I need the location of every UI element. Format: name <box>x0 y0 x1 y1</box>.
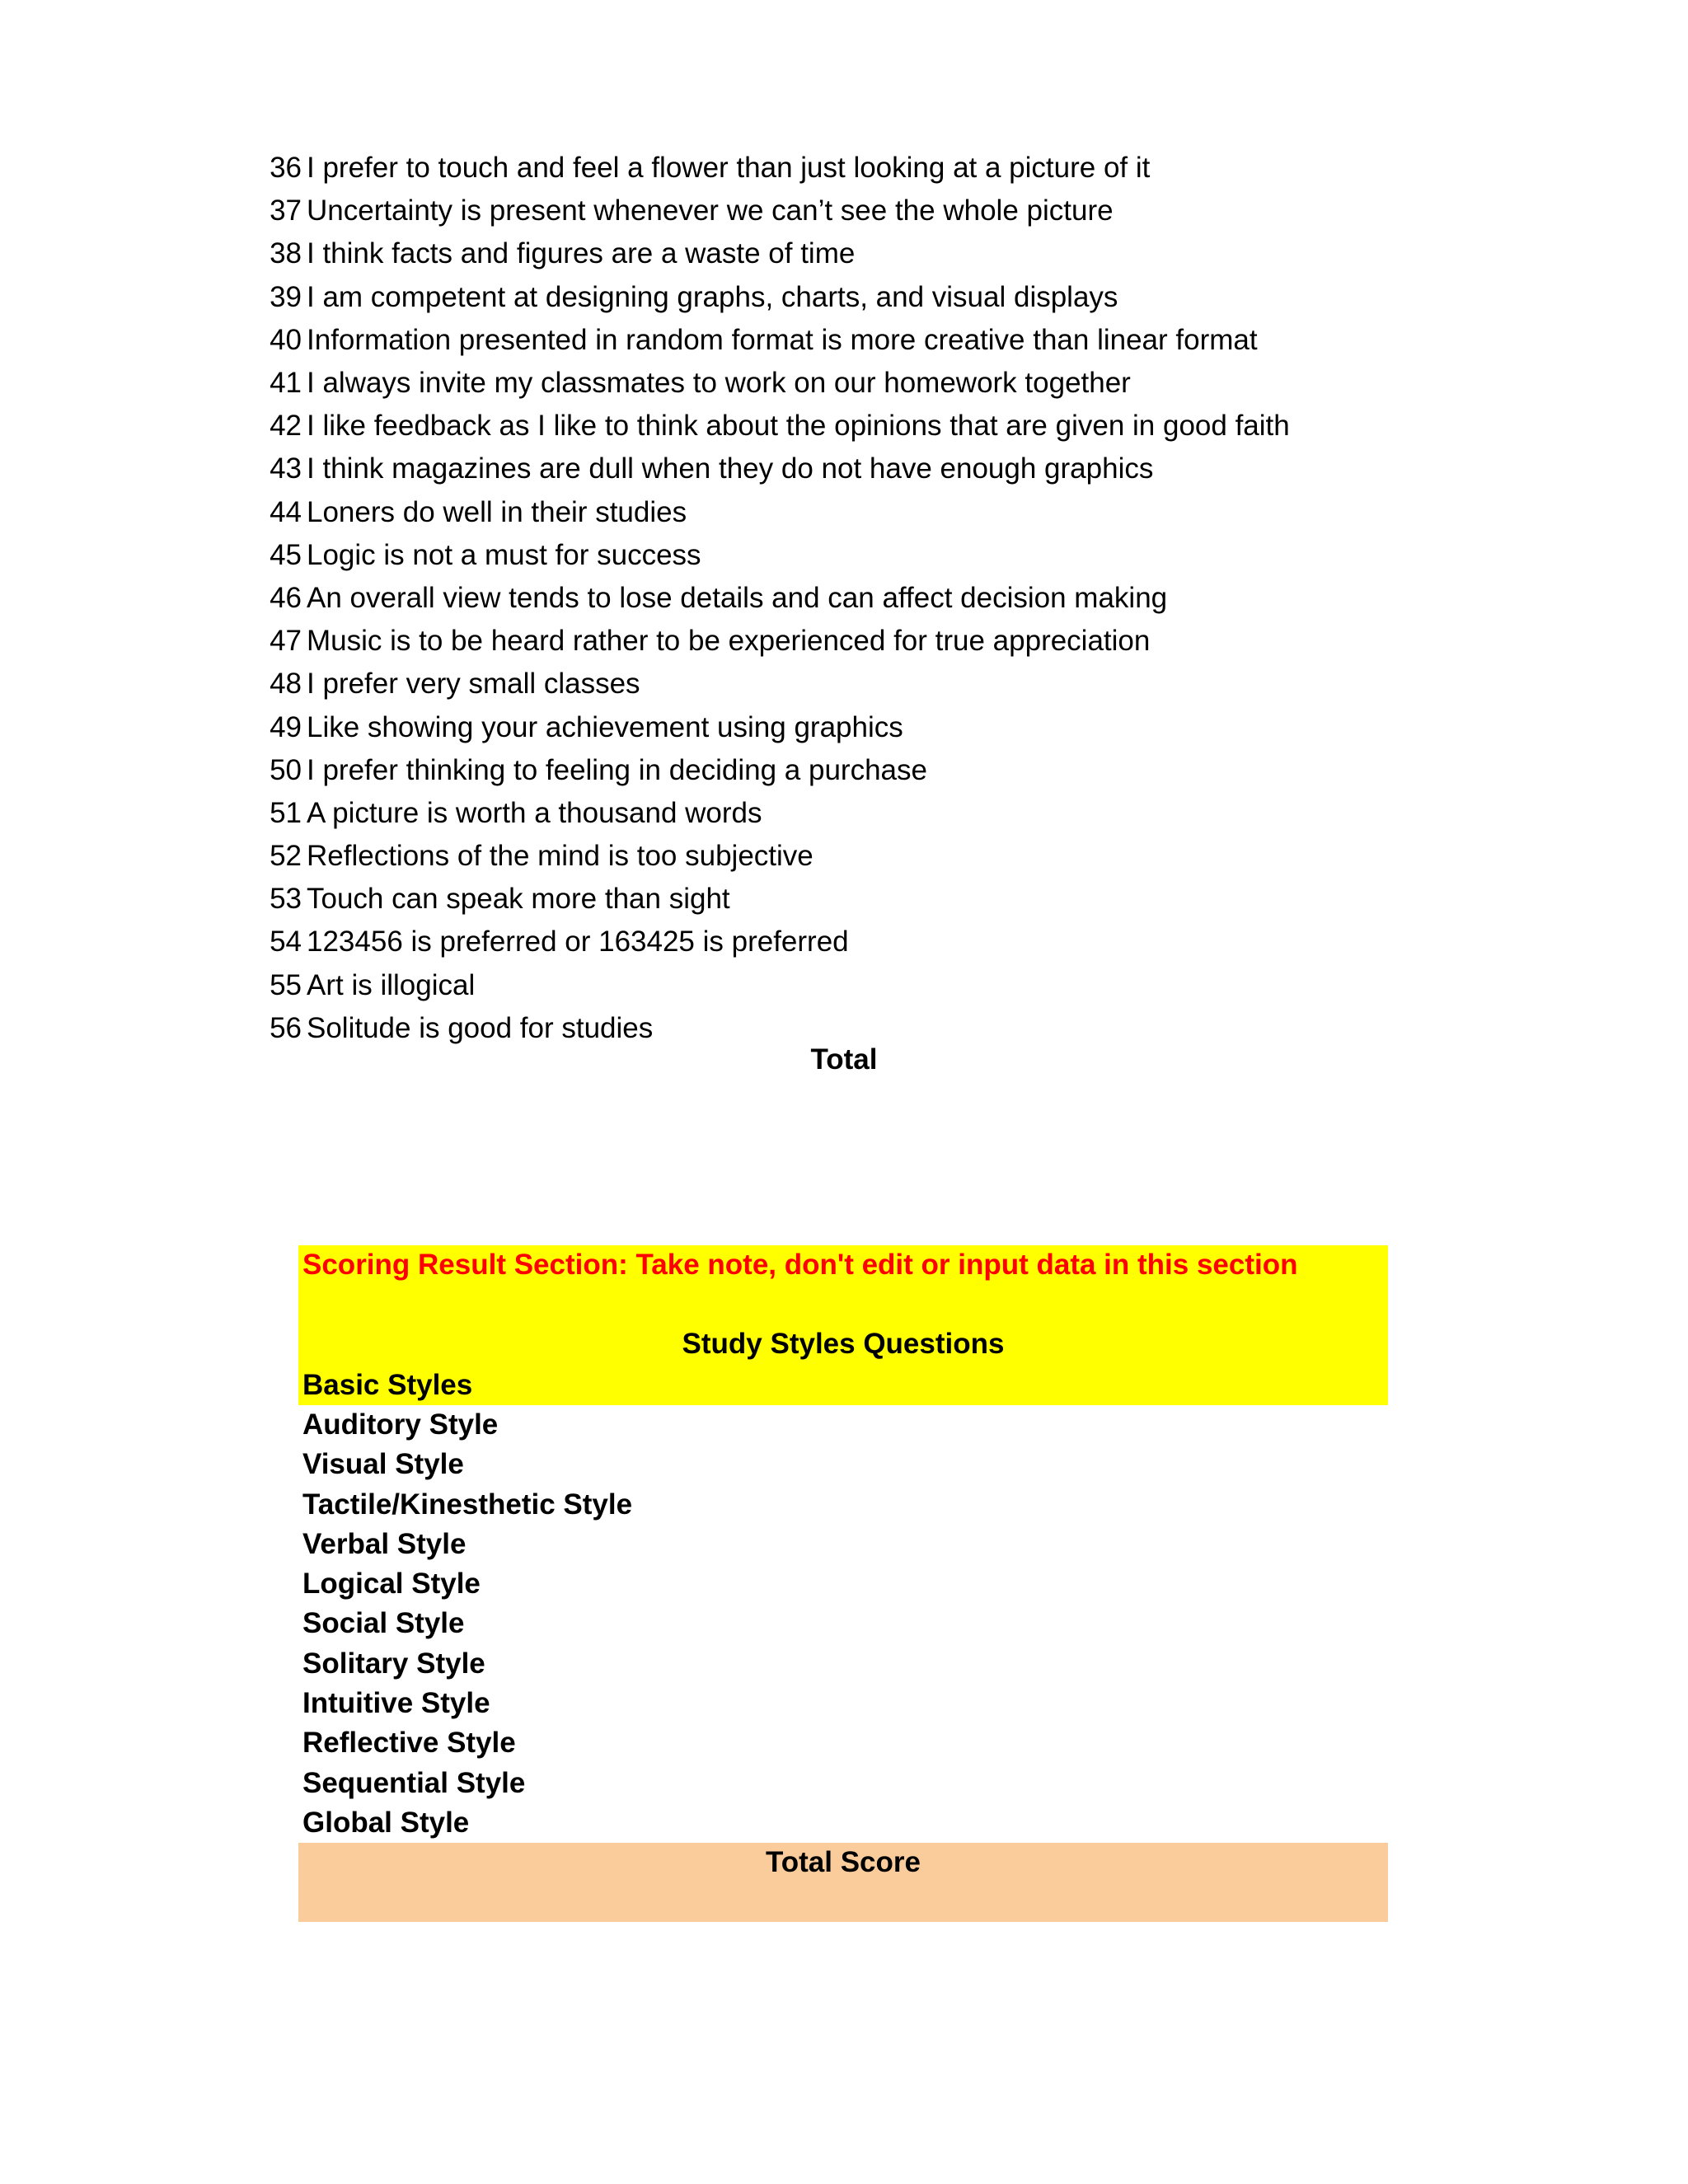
question-row <box>259 147 1413 190</box>
style-row: Solitary Style <box>302 1647 485 1680</box>
question-text: A picture is worth a thousand words <box>307 796 762 829</box>
study-styles-title: Study Styles Questions <box>682 1328 1005 1360</box>
question-number: 36 <box>270 152 302 185</box>
question-number: 55 <box>270 968 302 1001</box>
question-row <box>259 448 1413 490</box>
question-text: Information presented in random format is more creative than linear format <box>307 323 1258 356</box>
question-number: 49 <box>270 710 302 743</box>
question-text: I prefer very small classes <box>307 668 640 701</box>
styles-list <box>298 1405 1388 1843</box>
question-text: Loners do well in their studies <box>307 495 687 528</box>
style-row: Visual Style <box>302 1448 464 1481</box>
question-row <box>259 577 1413 620</box>
question-text: An overall view tends to lose details and can affect decision making <box>307 581 1168 614</box>
question-row <box>259 491 1413 534</box>
question-number: 37 <box>270 194 302 227</box>
question-row <box>259 705 1413 748</box>
question-number: 53 <box>270 883 302 916</box>
style-row: Reflective Style <box>302 1727 516 1760</box>
question-text: Touch can speak more than sight <box>307 883 730 916</box>
question-row <box>259 190 1413 232</box>
total-score-row <box>298 1843 1388 1922</box>
question-row <box>259 232 1413 275</box>
question-text: Solitude is good for studies <box>307 1011 654 1044</box>
question-number: 39 <box>270 280 302 313</box>
question-text: I always invite my classmates to work on our homework together <box>307 367 1131 400</box>
question-number: 54 <box>270 926 302 958</box>
question-row <box>259 964 1413 1007</box>
question-row <box>259 835 1413 878</box>
questions-list <box>259 147 1413 1050</box>
question-number: 42 <box>270 410 302 443</box>
question-text: I think facts and figures are a waste of time <box>307 237 856 270</box>
question-number: 45 <box>270 538 302 571</box>
question-text: I prefer thinking to feeling in deciding a purchase <box>307 753 927 786</box>
style-row: Global Style <box>302 1806 470 1839</box>
question-text: 123456 is preferred or 163425 is preferred <box>307 926 849 958</box>
question-number: 51 <box>270 796 302 829</box>
question-row <box>259 878 1413 921</box>
question-row <box>259 276 1413 319</box>
style-row: Verbal Style <box>302 1527 467 1560</box>
style-row: Social Style <box>302 1607 465 1640</box>
question-text: Logic is not a must for success <box>307 538 701 571</box>
question-row <box>259 749 1413 792</box>
question-row <box>259 921 1413 963</box>
question-number: 52 <box>270 840 302 873</box>
basic-styles-label: Basic Styles <box>302 1369 473 1401</box>
question-number: 56 <box>270 1011 302 1044</box>
question-number: 38 <box>270 237 302 270</box>
question-row <box>259 534 1413 577</box>
total-score-label: Total Score <box>765 1846 921 1879</box>
scoring-result-section <box>298 1245 1388 1922</box>
question-text: Like showing your achievement using graphics <box>307 710 903 743</box>
question-text: I like feedback as I like to think about the opinions that are given in good faith <box>307 410 1290 443</box>
question-number: 40 <box>270 323 302 356</box>
scoring-warning: Scoring Result Section: Take note, don't edit or input data in this section <box>302 1249 1298 1281</box>
question-text: Uncertainty is present whenever we can’t see the whole picture <box>307 194 1114 227</box>
question-row <box>259 663 1413 705</box>
question-number: 47 <box>270 625 302 658</box>
question-number: 41 <box>270 367 302 400</box>
question-row <box>259 792 1413 835</box>
question-row <box>259 405 1413 448</box>
question-text: Reflections of the mind is too subjective <box>307 840 814 873</box>
question-number: 46 <box>270 581 302 614</box>
question-text: I am competent at designing graphs, charts, and visual displays <box>307 280 1118 313</box>
question-number: 43 <box>270 452 302 485</box>
question-row <box>259 620 1413 663</box>
style-row: Tactile/Kinesthetic Style <box>302 1488 633 1521</box>
question-row <box>259 319 1413 362</box>
question-text: I prefer to touch and feel a flower than just looking at a picture of it <box>307 152 1151 185</box>
style-row: Auditory Style <box>302 1408 499 1441</box>
question-row <box>259 362 1413 405</box>
style-row: Intuitive Style <box>302 1687 490 1720</box>
question-number: 48 <box>270 668 302 701</box>
style-row: Logical Style <box>302 1568 481 1601</box>
question-text: Art is illogical <box>307 968 476 1001</box>
question-text: Music is to be heard rather to be experienced for true appreciation <box>307 625 1151 658</box>
style-row: Sequential Style <box>302 1766 526 1799</box>
question-number: 44 <box>270 495 302 528</box>
question-text: I think magazines are dull when they do not have enough graphics <box>307 452 1154 485</box>
scoring-header <box>298 1245 1388 1405</box>
questions-total-label: Total <box>810 1043 878 1076</box>
question-number: 50 <box>270 753 302 786</box>
